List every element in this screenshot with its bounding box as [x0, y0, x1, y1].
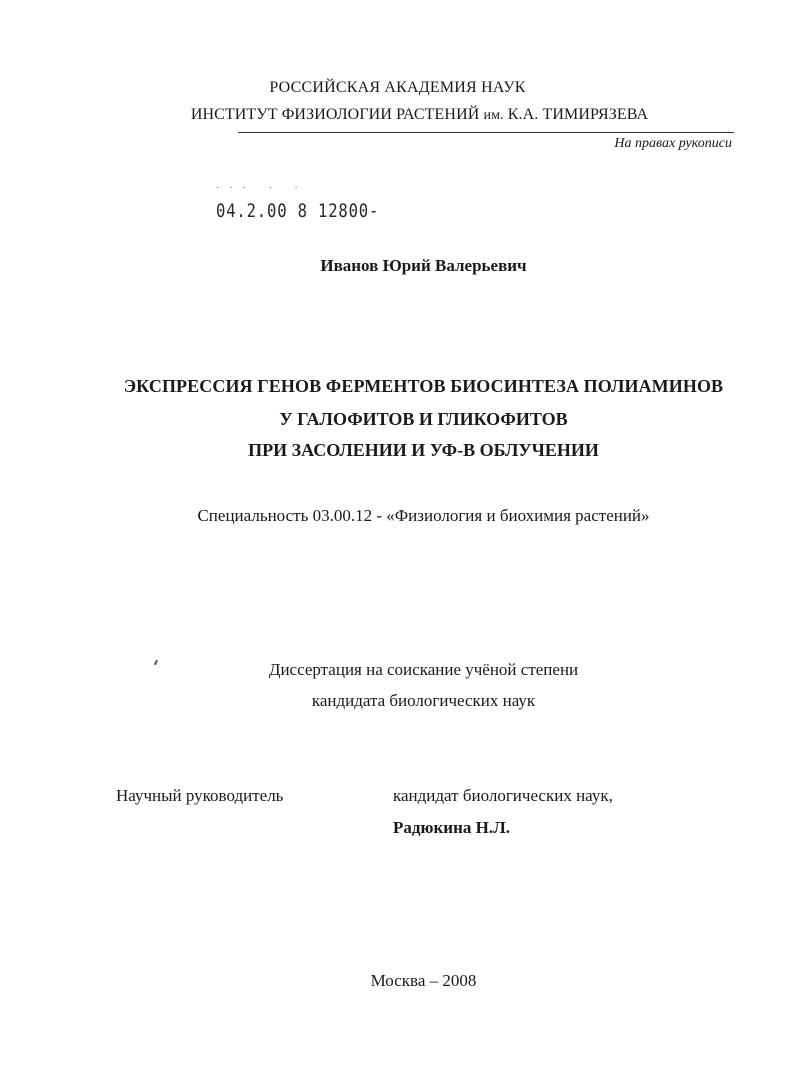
specialty: Специальность 03.00.12 - «Физиология и биохимия растений» — [197, 506, 650, 525]
supervisor-degree: кандидат биологических наук, — [393, 786, 613, 805]
dissertation-line-1: Диссертация на соискание учёной степени — [268, 660, 579, 679]
supervisor-name: Радюкина Н.Л. — [393, 818, 510, 837]
manuscript-rights-note: На правах рукописи — [614, 136, 732, 151]
library-stamp-number: 04.2.00 8 12800- — [216, 200, 380, 222]
institute-main: ИНСТИТУТ ФИЗИОЛОГИИ РАСТЕНИЙ — [190, 106, 480, 123]
author-name: Иванов Юрий Валерьевич — [320, 256, 527, 275]
academy-name: РОССИЙСКАЯ АКАДЕМИЯ НАУК — [269, 79, 526, 96]
institute-name — [22, 106, 795, 124]
institute-im: им. — [483, 108, 504, 123]
supervisor-label: Научный руководитель — [116, 786, 284, 805]
thesis-title-line-2: У ГАЛОФИТОВ И ГЛИКОФИТОВ — [279, 409, 568, 429]
city-year: Москва – 2008 — [370, 971, 477, 990]
thesis-title-line-3: ПРИ ЗАСОЛЕНИИ И УФ-В ОБЛУЧЕНИИ — [248, 440, 599, 460]
header-divider — [238, 132, 734, 133]
thesis-title-line-1: ЭКСПРЕССИЯ ГЕНОВ ФЕРМЕНТОВ БИОСИНТЕЗА ПОЛИАМИНОВ — [123, 376, 724, 396]
stamp-marks: ˙˙˙ ˙ ˙ — [216, 186, 308, 197]
institute-person: К.А. ТИМИРЯЗЕВА — [507, 106, 649, 123]
dissertation-line-2: кандидата биологических наук — [311, 691, 536, 710]
